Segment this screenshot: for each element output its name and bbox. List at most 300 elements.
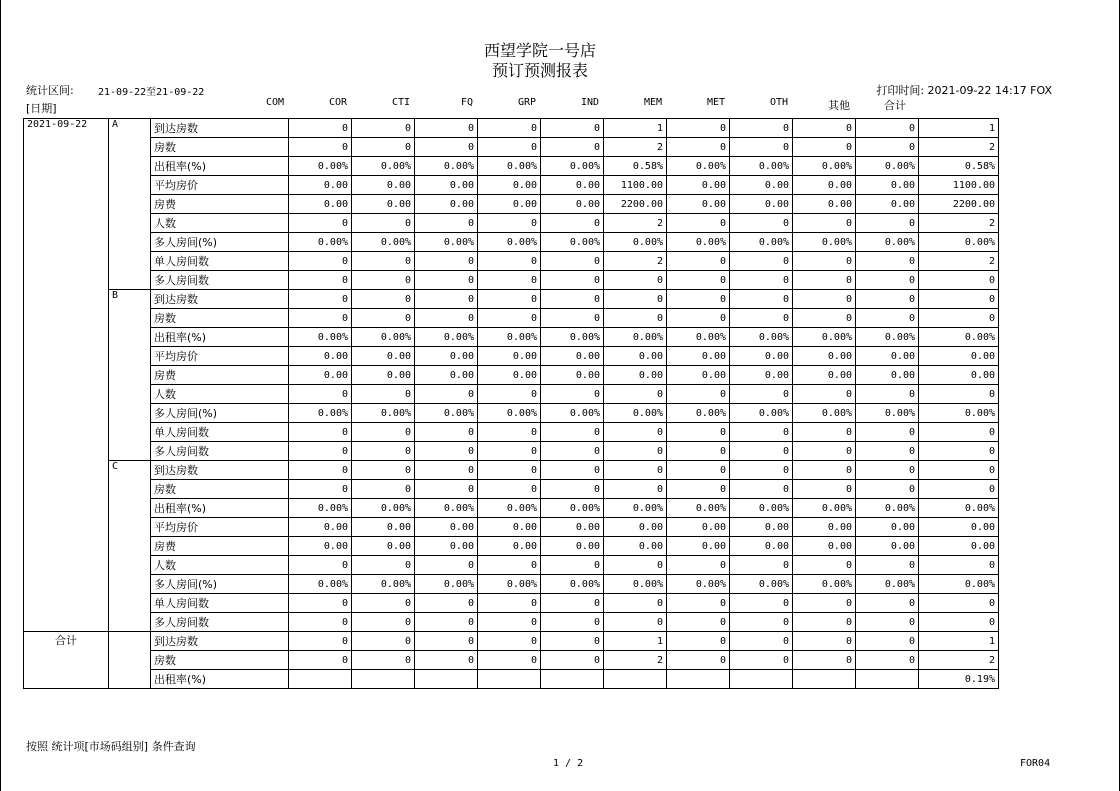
cell-value: 0.00: [541, 347, 604, 366]
cell-value: 0: [856, 423, 919, 442]
cell-value: 0: [541, 594, 604, 613]
cell-value: 0: [478, 385, 541, 404]
row-label: 到达房数: [151, 461, 289, 480]
cell-value: 0: [730, 480, 793, 499]
row-label: 单人房间数: [151, 423, 289, 442]
cell-value: 0: [667, 423, 730, 442]
cell-value: 0: [667, 214, 730, 233]
cell-value: 0: [352, 119, 415, 138]
cell-value: 0: [352, 556, 415, 575]
cell-value: 0: [604, 309, 667, 328]
col-header-cor: COR: [328, 97, 347, 108]
print-time: 打印时间: 2021-09-22 14:17 FOX: [876, 84, 1052, 97]
cell-value: 2: [919, 252, 999, 271]
cell-value: 0: [667, 613, 730, 632]
cell-value: 0: [604, 271, 667, 290]
cell-value: 0: [919, 461, 999, 480]
cell-value: 0.00: [730, 366, 793, 385]
cell-value: 0: [793, 290, 856, 309]
cell-value: 0.00%: [856, 575, 919, 594]
cell-value: 0: [667, 632, 730, 651]
cell-value: 0: [856, 461, 919, 480]
cell-value: 0.00: [730, 518, 793, 537]
cell-value: 0.00: [793, 195, 856, 214]
cell-value: 2: [604, 138, 667, 157]
cell-value: 0.00: [415, 195, 478, 214]
cell-value: 0: [667, 651, 730, 670]
table-row: [24, 518, 999, 537]
cell-value: 0.00%: [478, 157, 541, 176]
row-label: 多人房间(%): [151, 233, 289, 252]
cell-value: 0: [478, 461, 541, 480]
cell-value: 0: [604, 290, 667, 309]
row-label: 房数: [151, 138, 289, 157]
cell-value: 0.00: [478, 537, 541, 556]
cell-value: 0.00%: [415, 575, 478, 594]
cell-value: 0: [856, 385, 919, 404]
cell-value: 0.00: [541, 366, 604, 385]
cell-value: 0: [919, 480, 999, 499]
cell-value: 0: [856, 556, 919, 575]
cell-value: 0: [730, 252, 793, 271]
cell-value: [604, 670, 667, 689]
row-label: 平均房价: [151, 518, 289, 537]
cell-value: 0: [793, 119, 856, 138]
cell-value: 0.19%: [919, 670, 999, 689]
cell-value: 0: [856, 290, 919, 309]
cell-value: [478, 670, 541, 689]
cell-value: 1: [919, 119, 999, 138]
cell-value: 0.00%: [478, 404, 541, 423]
cell-value: 0.00: [352, 537, 415, 556]
cell-value: 0.00: [793, 347, 856, 366]
row-label: 房费: [151, 537, 289, 556]
cell-value: 0.00%: [478, 233, 541, 252]
cell-value: 0.00: [793, 518, 856, 537]
table-row: [24, 119, 999, 138]
cell-value: 0: [919, 442, 999, 461]
cell-value: 0.00%: [604, 404, 667, 423]
cell-value: 0.00: [478, 176, 541, 195]
cell-value: 0: [541, 613, 604, 632]
cell-value: 0: [352, 309, 415, 328]
cell-value: 0: [730, 461, 793, 480]
cell-value: 0.00: [793, 366, 856, 385]
cell-value: 0.00%: [793, 499, 856, 518]
cell-value: 0: [793, 594, 856, 613]
col-header-total: 合计: [884, 99, 906, 112]
cell-value: 0.00%: [604, 499, 667, 518]
cell-value: 0: [730, 138, 793, 157]
cell-value: 0.00: [415, 518, 478, 537]
table-row: [24, 271, 999, 290]
cell-value: 0: [352, 214, 415, 233]
cell-value: 0: [856, 252, 919, 271]
cell-value: 0: [730, 271, 793, 290]
cell-value: 0: [730, 613, 793, 632]
cell-value: [793, 670, 856, 689]
cell-value: 0: [730, 309, 793, 328]
cell-value: 0: [667, 271, 730, 290]
cell-value: 0.00: [541, 537, 604, 556]
cell-value: 0.00: [667, 537, 730, 556]
cell-value: 0: [856, 480, 919, 499]
cell-value: 0.00: [793, 537, 856, 556]
hotel-name: 西望学院一号店: [483, 41, 596, 60]
cell-value: 0.00%: [415, 157, 478, 176]
cell-value: 0.00%: [919, 575, 999, 594]
row-label: 房数: [151, 651, 289, 670]
cell-value: 0: [730, 594, 793, 613]
cell-value: 0.00%: [478, 575, 541, 594]
table-row: [24, 290, 999, 309]
cell-value: 0: [352, 385, 415, 404]
cell-value: 0: [352, 423, 415, 442]
cell-value: 0: [667, 252, 730, 271]
table-row: [24, 347, 999, 366]
cell-value: 0: [730, 423, 793, 442]
cell-value: 0: [415, 290, 478, 309]
cell-value: 0: [352, 480, 415, 499]
cell-value: 0: [415, 594, 478, 613]
cell-value: 0.00: [667, 176, 730, 195]
cell-value: 0.00: [856, 366, 919, 385]
cell-value: 0.00: [541, 518, 604, 537]
cell-value: 0: [730, 442, 793, 461]
cell-value: 0.00: [856, 347, 919, 366]
cell-value: 0: [856, 214, 919, 233]
col-header-other: 其他: [828, 99, 850, 112]
cell-value: 0: [793, 214, 856, 233]
cell-value: 0: [478, 632, 541, 651]
cell-value: 0: [415, 252, 478, 271]
cell-value: 0.00%: [730, 575, 793, 594]
cell-value: 0: [541, 271, 604, 290]
cell-value: 0: [730, 385, 793, 404]
cell-value: 0: [541, 442, 604, 461]
cell-value: 0: [415, 423, 478, 442]
cell-value: 2: [919, 138, 999, 157]
cell-value: 1: [919, 632, 999, 651]
cell-value: 0.00%: [604, 575, 667, 594]
cell-value: [289, 670, 352, 689]
cell-value: 0: [793, 613, 856, 632]
cell-value: 0: [352, 252, 415, 271]
cell-value: 0.00: [478, 347, 541, 366]
table-row: [24, 233, 999, 252]
col-header-mem: MEM: [643, 97, 662, 108]
table-row: [24, 575, 999, 594]
cell-value: 0.00: [352, 366, 415, 385]
cell-value: 0: [541, 252, 604, 271]
cell-value: 0: [289, 613, 352, 632]
cell-value: 0: [667, 594, 730, 613]
cell-value: 0: [919, 385, 999, 404]
cell-value: 1: [604, 119, 667, 138]
row-label: 多人房间数: [151, 613, 289, 632]
cell-value: 0: [667, 461, 730, 480]
cell-value: 0: [793, 252, 856, 271]
cell-value: 0.00%: [541, 233, 604, 252]
table-row: [24, 195, 999, 214]
cell-value: 0: [541, 651, 604, 670]
cell-value: 0.00: [793, 176, 856, 195]
cell-value: 2: [919, 651, 999, 670]
cell-value: 0: [856, 632, 919, 651]
cell-value: 0: [289, 461, 352, 480]
cell-value: 0: [352, 632, 415, 651]
cell-value: 0: [541, 385, 604, 404]
cell-value: 0.00%: [793, 404, 856, 423]
cell-value: 0: [415, 119, 478, 138]
cell-value: 0.00: [667, 366, 730, 385]
report-title: 预订预测报表: [491, 61, 588, 80]
cell-value: 0: [352, 461, 415, 480]
cell-value: 0: [478, 252, 541, 271]
cell-value: 0.00: [415, 537, 478, 556]
cell-value: 0.00%: [793, 157, 856, 176]
cell-value: 0.00%: [730, 233, 793, 252]
cell-value: 0.00%: [415, 328, 478, 347]
cell-value: 0: [289, 214, 352, 233]
cell-value: 0: [919, 613, 999, 632]
cell-value: 0.00%: [856, 404, 919, 423]
cell-value: 0.00: [604, 537, 667, 556]
cell-value: 0: [667, 442, 730, 461]
cell-value: 0.00%: [919, 233, 999, 252]
cell-value: 0: [478, 290, 541, 309]
cell-value: 0.00: [478, 195, 541, 214]
cell-value: 0: [415, 309, 478, 328]
period-label: 统计区间:: [26, 84, 74, 97]
cell-value: 0.58%: [919, 157, 999, 176]
cell-value: 0.00: [415, 366, 478, 385]
cell-value: 0: [919, 594, 999, 613]
cell-value: 0.00%: [289, 157, 352, 176]
total-label: 合计: [24, 632, 109, 689]
cell-value: 0.00%: [415, 233, 478, 252]
cell-value: 0.00%: [289, 233, 352, 252]
page-border-left: [0, 0, 1, 791]
cell-value: 0: [793, 651, 856, 670]
cell-value: 0: [793, 632, 856, 651]
cell-value: 2200.00: [604, 195, 667, 214]
cell-value: 0.00%: [730, 404, 793, 423]
cell-value: 0.00%: [856, 328, 919, 347]
table-row: [24, 442, 999, 461]
cell-value: 0: [289, 480, 352, 499]
cell-value: 0: [289, 138, 352, 157]
cell-value: 0: [289, 442, 352, 461]
cell-value: 0: [289, 119, 352, 138]
date-header: [日期]: [26, 102, 57, 115]
cell-value: 0: [289, 556, 352, 575]
cell-value: 0: [478, 119, 541, 138]
table-row: [24, 138, 999, 157]
cell-value: 0.00: [730, 176, 793, 195]
cell-value: 0.00: [919, 537, 999, 556]
cell-value: 0.00%: [541, 499, 604, 518]
cell-value: 0.00%: [289, 404, 352, 423]
table-row: [24, 556, 999, 575]
table-row: [24, 385, 999, 404]
cell-value: 0: [604, 442, 667, 461]
cell-value: 0: [352, 271, 415, 290]
cell-value: 0.00%: [667, 328, 730, 347]
table-row: [24, 309, 999, 328]
table-row: [24, 613, 999, 632]
table-row: [24, 480, 999, 499]
cell-value: 0: [415, 556, 478, 575]
col-header-met: MET: [706, 97, 725, 108]
cell-value: 0.00%: [352, 157, 415, 176]
cell-value: 0: [289, 290, 352, 309]
total-row: [24, 651, 999, 670]
cell-value: 0: [478, 556, 541, 575]
col-header-com: COM: [265, 97, 284, 108]
row-label: 单人房间数: [151, 594, 289, 613]
cell-value: 0: [793, 442, 856, 461]
cell-value: 0.00%: [667, 499, 730, 518]
cell-value: [667, 670, 730, 689]
cell-value: 0.00: [919, 518, 999, 537]
cell-value: 0: [856, 138, 919, 157]
cell-value: 0: [667, 290, 730, 309]
cell-value: 0.00: [667, 347, 730, 366]
cell-value: 2: [604, 651, 667, 670]
cell-value: 0: [352, 594, 415, 613]
cell-value: 0.00%: [352, 328, 415, 347]
cell-value: 0: [730, 556, 793, 575]
cell-value: 0: [415, 442, 478, 461]
row-label: 平均房价: [151, 176, 289, 195]
cell-value: 0.00%: [352, 233, 415, 252]
cell-value: 0.00%: [352, 499, 415, 518]
cell-value: 0: [856, 119, 919, 138]
col-header-ind: IND: [580, 97, 599, 108]
row-label: 出租率(%): [151, 499, 289, 518]
cell-value: 0.00%: [541, 157, 604, 176]
cell-value: 2200.00: [919, 195, 999, 214]
forecast-table: [23, 118, 999, 689]
cell-value: 0: [478, 138, 541, 157]
total-row: [24, 632, 999, 651]
cell-value: 1100.00: [604, 176, 667, 195]
row-label: 房费: [151, 366, 289, 385]
cell-value: 0.00: [352, 347, 415, 366]
query-condition: 按照 统计项[市场码组别] 条件查询: [26, 740, 196, 753]
cell-value: 0: [415, 461, 478, 480]
cell-value: 0: [478, 309, 541, 328]
cell-value: 0.00%: [415, 404, 478, 423]
cell-value: 0: [604, 556, 667, 575]
cell-value: 0.00%: [730, 328, 793, 347]
cell-value: 0: [478, 214, 541, 233]
cell-value: 0.00%: [856, 233, 919, 252]
cell-value: 0.00: [415, 347, 478, 366]
table-row: [24, 537, 999, 556]
cell-value: 0: [856, 309, 919, 328]
cell-value: 0.00: [352, 176, 415, 195]
cell-value: 0.00: [667, 195, 730, 214]
period-value: 21-09-22至21-09-22: [98, 87, 205, 98]
cell-value: 0: [415, 480, 478, 499]
cell-value: 1: [604, 632, 667, 651]
cell-value: 0.00: [856, 195, 919, 214]
table-row: [24, 214, 999, 233]
row-label: 房数: [151, 309, 289, 328]
col-header-grp: GRP: [517, 97, 536, 108]
cell-value: 0.00: [730, 537, 793, 556]
page-number: 1 / 2: [553, 758, 584, 769]
cell-value: 0: [478, 651, 541, 670]
cell-value: 0: [415, 214, 478, 233]
cell-value: [856, 670, 919, 689]
group-label: B: [109, 290, 151, 461]
cell-value: 0: [667, 138, 730, 157]
cell-value: 0.00%: [919, 404, 999, 423]
row-label: 平均房价: [151, 347, 289, 366]
cell-value: 0: [667, 385, 730, 404]
table-row: [24, 366, 999, 385]
col-header-fq: FQ: [460, 97, 473, 108]
cell-value: 0: [478, 480, 541, 499]
cell-value: 0: [541, 423, 604, 442]
cell-value: 0: [730, 119, 793, 138]
cell-value: 0: [352, 442, 415, 461]
cell-value: 0.00%: [730, 499, 793, 518]
cell-value: 0.00%: [604, 328, 667, 347]
cell-value: 0: [919, 290, 999, 309]
cell-value: 0.00: [919, 366, 999, 385]
cell-value: 0: [667, 556, 730, 575]
row-label: 多人房间(%): [151, 575, 289, 594]
cell-value: 0.00%: [793, 328, 856, 347]
cell-value: 0.00: [352, 518, 415, 537]
cell-value: 0: [289, 651, 352, 670]
cell-value: 0.00: [289, 347, 352, 366]
cell-value: 0: [604, 613, 667, 632]
cell-value: 0: [730, 214, 793, 233]
cell-value: 0: [415, 651, 478, 670]
row-label: 房费: [151, 195, 289, 214]
cell-value: 0: [352, 613, 415, 632]
cell-value: 0: [352, 651, 415, 670]
cell-value: 0: [289, 594, 352, 613]
row-label: 人数: [151, 214, 289, 233]
cell-value: 0: [667, 119, 730, 138]
cell-value: 0: [415, 138, 478, 157]
cell-value: 0: [289, 632, 352, 651]
row-date: 2021-09-22: [24, 119, 109, 632]
cell-value: 0.00%: [541, 575, 604, 594]
cell-value: 0: [541, 480, 604, 499]
row-label: 人数: [151, 385, 289, 404]
cell-value: 0: [289, 252, 352, 271]
cell-value: 0: [415, 613, 478, 632]
cell-value: 0: [604, 423, 667, 442]
cell-value: 0: [856, 613, 919, 632]
cell-value: 2: [604, 252, 667, 271]
cell-value: 0.58%: [604, 157, 667, 176]
cell-value: 0.00%: [478, 499, 541, 518]
cell-value: 0: [667, 480, 730, 499]
table-row: [24, 499, 999, 518]
row-label: 到达房数: [151, 119, 289, 138]
cell-value: 0: [352, 290, 415, 309]
cell-value: 0: [604, 480, 667, 499]
cell-value: 0: [289, 309, 352, 328]
